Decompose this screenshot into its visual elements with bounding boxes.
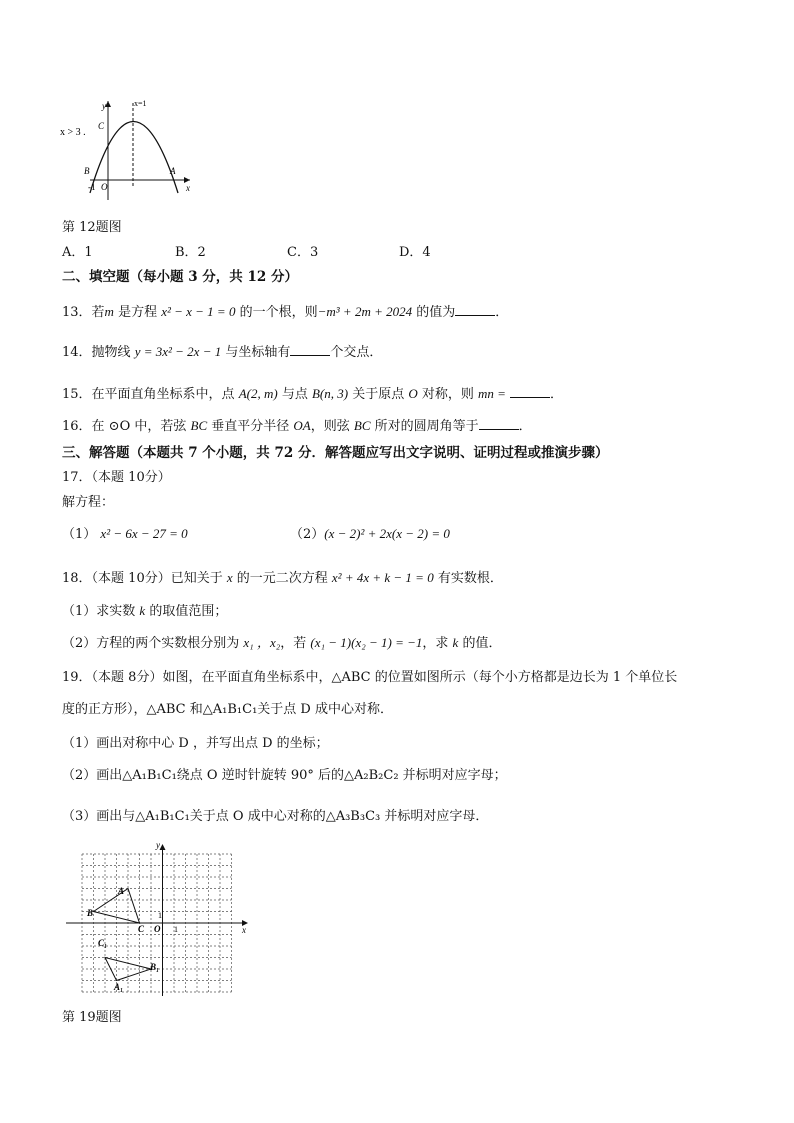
q15-origin: O	[408, 386, 418, 401]
parabola-figure	[60, 95, 200, 205]
q17-part-1	[62, 523, 188, 542]
fig19-one-y: 1	[158, 911, 162, 920]
q18-roots: x₁ ，x₂	[243, 635, 281, 650]
q17-part-1-equation: x² − 6x − 27 = 0	[100, 526, 188, 541]
section-2-heading: 二、填空题（每小题 3 分，共 12 分）	[62, 269, 298, 285]
fig19-y-label: y	[156, 840, 160, 850]
q18-variable-k: k	[139, 603, 146, 618]
q18-part-2-mid2: ，求	[422, 636, 453, 651]
fig19-point-c1: C₁	[98, 938, 108, 948]
figure-19	[62, 840, 262, 1000]
q15-mid3: 对称，则	[417, 387, 478, 402]
q16-radius-oa: OA	[293, 418, 311, 433]
q13-answer-blank	[455, 303, 495, 316]
q18-part-2-mid: ，若	[280, 636, 311, 651]
q12-option-b: B．2	[175, 245, 206, 260]
q12-option-a: A．1	[62, 245, 93, 260]
figure-12	[60, 95, 200, 205]
q18-equation: x² + 4x + k − 1 = 0	[331, 570, 434, 585]
fig19-caption: 第 19题图	[62, 1010, 122, 1025]
q17-title: 17．（本题 10分）	[62, 470, 171, 485]
q15-expression: mn =	[477, 386, 506, 401]
q18-title	[62, 567, 503, 586]
fig19-point-a1: A₁	[114, 982, 124, 992]
q13-mid: 是方程	[113, 305, 162, 320]
q18-variable-x: x	[226, 570, 233, 585]
q19-part-2: （2）画出△A₁B₁C₁绕点 O 逆时针旋转 90° 后的△A₂B₂C₂ 并标明对应字母；	[62, 768, 507, 783]
q13-equation: x² − x − 1 = 0	[161, 304, 236, 319]
q15-end: ．	[550, 387, 564, 402]
q13-mid2: 的一个根，则	[235, 305, 318, 320]
fig12-side-text: x > 3 .	[60, 127, 86, 138]
q15-point-b: B(n, 3)	[311, 386, 349, 401]
q19-line-1: 19．（本题 8分）如图，在平面直角坐标系中，△ABC 的位置如图所示（每个小方格都是边长为 1 个单位长	[62, 670, 678, 685]
q16-chord-bc: BC	[190, 418, 208, 433]
q13-end: ．	[495, 305, 509, 320]
q17-part-2	[290, 523, 450, 542]
q17-part-1-label: （1）	[62, 527, 97, 542]
fig19-point-a: A	[118, 886, 125, 896]
q16-mid: 垂直平分半径	[207, 419, 294, 434]
q14-answer-blank	[290, 343, 330, 356]
q16-mid2: ，则弦	[310, 419, 354, 434]
q14-equation: y = 3x² − 2x − 1	[134, 344, 222, 359]
q14-end: 个交点．	[330, 345, 383, 360]
fig12-neg-one: -1	[88, 182, 96, 192]
q18-title-mid: 的一元二次方程	[232, 571, 332, 586]
q15-answer-blank	[510, 385, 550, 398]
q18-part-1-post: 的取值范围；	[145, 604, 228, 619]
fig12-line-label: x=1	[134, 99, 147, 108]
fig12-x-label: x	[186, 183, 190, 193]
q17-part-2-label: （2）	[290, 527, 325, 542]
q15-mid: 与点	[277, 387, 312, 402]
q14-prefix: 14．抛物线	[62, 345, 135, 360]
question-16	[62, 415, 532, 434]
section-3-heading: 三、解答题（本题共 7 个小题，共 72 分．解答题应写出文字说明、证明过程或推演步骤）	[62, 445, 609, 461]
q14-post: 与坐标轴有	[221, 345, 291, 360]
q18-part-2-post: 的值．	[458, 636, 502, 651]
triangle-abc	[94, 889, 140, 924]
q18-part-1-pre: （1）求实数	[62, 604, 140, 619]
q15-point-a: A(2, m)	[238, 386, 278, 401]
q13-m: m	[104, 304, 114, 319]
fig19-x-label: x	[242, 925, 246, 935]
q13-post: 的值为	[412, 305, 456, 320]
fig12-y-label: y	[102, 101, 106, 111]
question-13	[62, 301, 508, 320]
q18-part-1	[62, 600, 227, 619]
q12-option-d: D．4	[399, 245, 431, 260]
grid-figure	[62, 840, 262, 1000]
q19-line-2: 度的正方形），△ABC 和△A₁B₁C₁关于点 D 成中心对称．	[62, 702, 393, 717]
q16-answer-blank	[479, 417, 519, 430]
q15-mid2: 关于原点	[348, 387, 409, 402]
fig19-point-b1: B₁	[150, 962, 160, 972]
fig12-caption: 第 12题图	[62, 220, 122, 235]
fig12-point-a: A	[170, 166, 176, 176]
q16-chord-bc-2: BC	[353, 418, 371, 433]
q19-part-3: （3）画出与△A₁B₁C₁关于点 O 成中心对称的△A₃B₃C₃ 并标明对应字母．	[62, 809, 489, 824]
q18-part-2	[62, 632, 501, 651]
q15-prefix: 15．在平面直角坐标系中，点	[62, 387, 239, 402]
q13-expression: −m³ + 2m + 2024	[317, 304, 413, 319]
q19-part-1: （1）画出对称中心 D ，并写出点 D 的坐标；	[62, 736, 329, 751]
fig12-origin: O	[101, 182, 108, 192]
fig12-point-b: B	[84, 166, 90, 176]
fig12-point-c: C	[98, 121, 105, 131]
q16-prefix: 16．在 ⊙O 中，若弦	[62, 419, 191, 434]
fig19-point-b: B	[87, 908, 94, 918]
question-14	[62, 341, 382, 360]
fig19-one-x: 1	[174, 925, 178, 934]
q18-condition: (x₁ − 1)(x₂ − 1) = −1	[310, 635, 423, 650]
q16-post: 所对的圆周角等于	[370, 419, 479, 434]
q12-option-c: C．3	[287, 245, 319, 260]
question-15	[62, 383, 563, 402]
q18-title-post: 有实数根．	[433, 571, 503, 586]
q18-title-pre: 18．（本题 10分）已知关于	[62, 571, 227, 586]
q17-prompt: 解方程：	[62, 495, 115, 510]
q18-variable-k-2: k	[452, 635, 459, 650]
fig19-point-c: C	[138, 924, 145, 934]
q17-part-2-equation: (x − 2)² + 2x(x − 2) = 0	[324, 526, 450, 541]
q18-part-2-pre: （2）方程的两个实数根分别为	[62, 636, 244, 651]
q16-end: ．	[518, 419, 532, 434]
fig19-origin: O	[154, 924, 161, 934]
q13-prefix: 13．若	[62, 305, 105, 320]
